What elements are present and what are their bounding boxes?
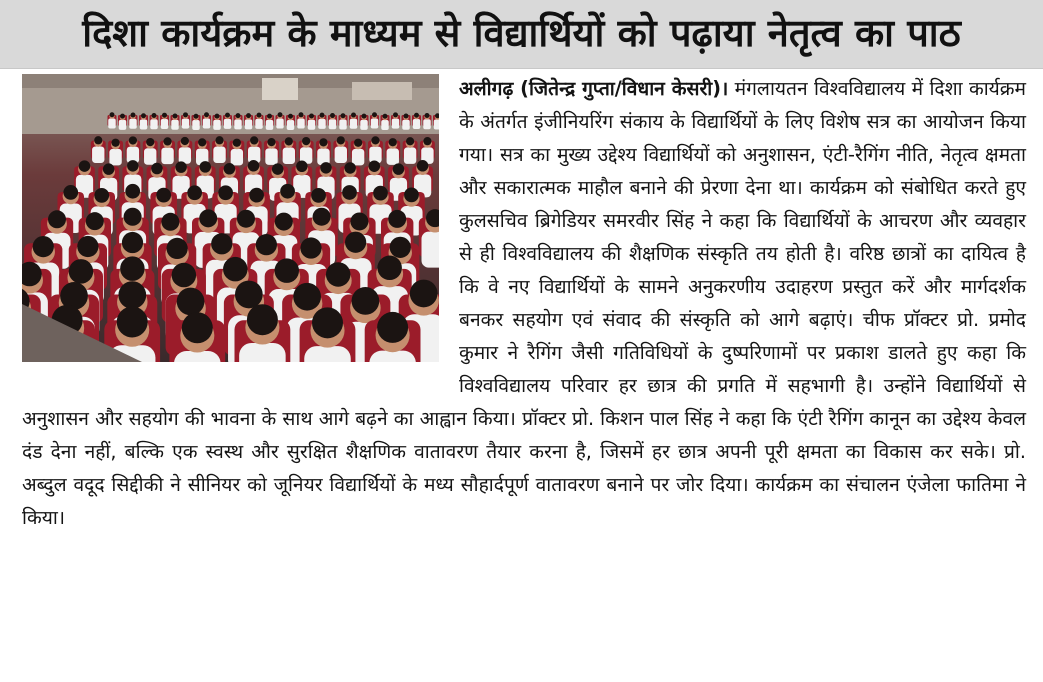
auditorium-students-photo: [22, 74, 439, 362]
byline: अलीगढ़ (जितेन्द्र गुप्ता/विधान केसरी)।: [459, 77, 729, 100]
article: [22, 72, 1026, 678]
article-text: मंगलायतन विश्वविद्यालय में दिशा कार्यक्रम के अंतर्गत इंजीनियरिंग संकाय के विद्यार्थियों के लिए विशेष सत्र का आयोजन किया गया। सत्र का मुख्य उद्देश्य विद्यार्थियों को अनुशासन, एंटी-रैगिंग नीति, नेतृत्व क्षमता और सकारात्मक माहौल बनाने की प्रेरणा देना था। कार्यक्रम को संबोधित करते हुए कुलसचिव ब्रिगेडियर समरवीर सिंह ने कहा कि विद्यार्थियों के आचरण और व्यवहार से ही विश्वविद्यालय की शैक्षणिक संस्कृति तय होती है। वरिष्ठ छात्रों का दायित्व है कि वे नए विद्यार्थियों के सामने अनुकरणीय उदाहरण प्रस्तुत करें और मार्गदर्शक बनकर सहयोग एवं संवाद की संस्कृति को आगे बढ़ाएं। चीफ प्रॉक्टर प्रो. प्रमोद कुमार ने रैगिंग जैसी गतिविधियों के दुष्परिणामों पर प्रकाश डालते हुए कहा कि विश्वविद्यालय परिवार हर छात्र की प्रगति में सहभागी है। उन्होंने विद्यार्थियों से अनुशासन और सहयोग की भावना के साथ आगे बढ़ने का आह्वान किया। प्रॉक्टर प्रो. किशन पाल सिंह ने कहा कि एंटी रैगिंग कानून का उद्देश्य केवल दंड देना नहीं, बल्कि एक स्वस्थ और सुरक्षित शैक्षणिक वातावरण तैयार करना है, जिसमें हर छात्र अपनी पूरी क्षमता का विकास कर सके। प्रो. अब्दुल वदूद सिद्दीकी ने सीनियर को जूनियर विद्यार्थियों के मध्य सौहार्दपूर्ण वातावरण बनाने पर जोर दिया। कार्यक्रम का संचालन एंजेला फातिमा ने किया।: [22, 77, 1027, 529]
headline-band: [0, 0, 1043, 69]
photo-illustration: [22, 74, 439, 362]
headline: दिशा कार्यक्रम के माध्यम से विद्यार्थियों को पढ़ाया नेतृत्व का पाठ: [82, 11, 961, 55]
